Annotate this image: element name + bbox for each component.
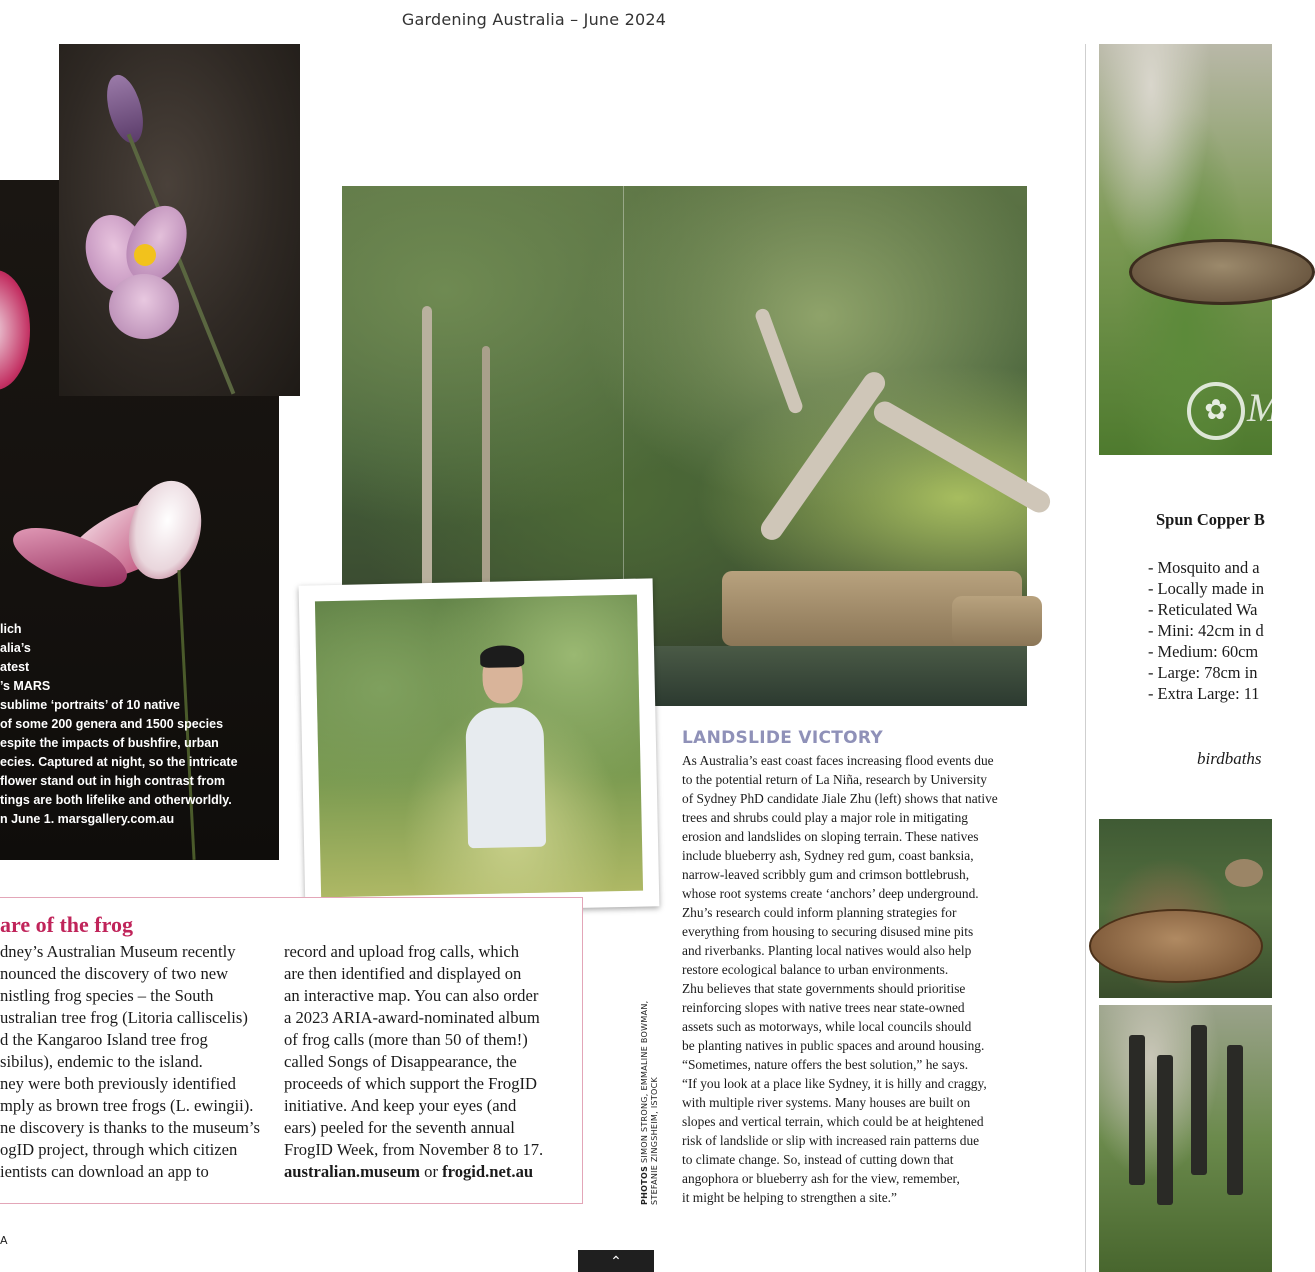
text-line: to climate change. So, instead of cutting down that bbox=[682, 1152, 954, 1167]
caption-line: sublime ‘portraits’ of 10 native bbox=[0, 698, 180, 712]
text-line: of frog calls (more than 50 of them!) bbox=[284, 1030, 528, 1049]
orchid-photo-top bbox=[59, 44, 300, 396]
caption-line: alia’s bbox=[0, 641, 31, 655]
text-line: Zhu’s research could inform planning strategies for bbox=[682, 905, 957, 920]
text-line: reinforcing slopes with native trees near state-owned bbox=[682, 1000, 965, 1015]
bird-on-birdbath-photo bbox=[1099, 819, 1272, 998]
text-line: FrogID Week, from November 8 to 17. bbox=[284, 1140, 544, 1159]
orchid-caption bbox=[0, 620, 270, 829]
list-item: - Mosquito and a bbox=[1148, 558, 1260, 577]
text-line: risk of landslide or slip with increased rain patterns due bbox=[682, 1133, 980, 1148]
brand-logo-icon: ✿ bbox=[1187, 382, 1245, 440]
links-line bbox=[284, 1161, 579, 1183]
frog-article-title: are of the frog bbox=[0, 912, 133, 937]
text-line: ogID project, through which citizen bbox=[0, 1140, 238, 1159]
birdbath-photo bbox=[1099, 44, 1281, 455]
text-line: ney were both previously identified bbox=[0, 1074, 236, 1093]
frogid-link[interactable]: frogid.net.au bbox=[442, 1162, 534, 1181]
timber-post bbox=[1191, 1025, 1207, 1175]
text-line: are then identified and displayed on bbox=[284, 964, 522, 983]
garden-posts-photo bbox=[1099, 1005, 1272, 1272]
birdbath-bowl bbox=[1089, 909, 1263, 983]
text-line: an interactive map. You can also order bbox=[284, 986, 539, 1005]
text-line: d the Kangaroo Island tree frog bbox=[0, 1030, 208, 1049]
text-line: whose root systems create ‘anchors’ deep underground. bbox=[682, 886, 979, 901]
list-item: - Medium: 60cm bbox=[1148, 642, 1259, 661]
page-header-title: Gardening Australia – June 2024 bbox=[401, 10, 667, 29]
text-line: ears) peeled for the seventh annual bbox=[284, 1118, 515, 1137]
text-line: ientists can download an app to bbox=[0, 1162, 209, 1181]
caption-line: lich bbox=[0, 622, 22, 636]
text-line: slopes and vertical terrain, which could be at heightened bbox=[682, 1114, 984, 1129]
scroll-up-button[interactable] bbox=[578, 1250, 654, 1272]
text-line: with multiple river systems. Many houses are built on bbox=[682, 1095, 971, 1110]
frog-article-column-1 bbox=[0, 941, 272, 1183]
text-line: Zhu believes that state governments should prioritise bbox=[682, 981, 966, 996]
text-line: record and upload frog calls, which bbox=[284, 942, 519, 961]
portrait-photo bbox=[315, 595, 643, 898]
text-line: trees and shrubs could play a major role in mitigating bbox=[682, 810, 968, 825]
credit-line-1 bbox=[640, 995, 650, 1205]
person-shirt bbox=[465, 707, 546, 849]
page-marker: A bbox=[0, 1234, 8, 1247]
landslide-article-body bbox=[682, 751, 1027, 1207]
text-line: dney’s Australian Museum recently bbox=[0, 942, 236, 961]
frog-article-column-2 bbox=[284, 941, 579, 1183]
text-line: erosion and landslides on sloping terrain. These natives bbox=[682, 829, 979, 844]
text-line: called Songs of Disappearance, the bbox=[284, 1052, 517, 1071]
caption-line: ’s MARS bbox=[0, 679, 51, 693]
australian-museum-link[interactable]: australian.museum bbox=[284, 1162, 420, 1181]
text-line: “Sometimes, nature offers the best solution,” he says. bbox=[682, 1057, 969, 1072]
birdbath-bowl bbox=[1129, 239, 1315, 305]
text-line: everything from housing to securing disused mine pits bbox=[682, 924, 974, 939]
landslide-article-title: LANDSLIDE VICTORY bbox=[682, 728, 883, 748]
brand-logo-letter: M bbox=[1247, 385, 1281, 430]
text-line: nounced the discovery of two new bbox=[0, 964, 229, 983]
text-line: ustralian tree frog (Litoria calliscelis) bbox=[0, 1008, 248, 1027]
ad-url-link[interactable]: birdbaths bbox=[1197, 749, 1262, 768]
text-line: be planting natives in public spaces and around housing. bbox=[682, 1038, 985, 1053]
credit-label: PHOTOS bbox=[640, 1165, 649, 1205]
ad-title: Spun Copper B bbox=[1156, 510, 1265, 529]
text-line: ne discovery is thanks to the museum’s bbox=[0, 1118, 260, 1137]
text-line: “If you look at a place like Sydney, it is hilly and craggy, bbox=[682, 1076, 987, 1091]
text-line: narrow-leaved scribbly gum and crimson bottlebrush, bbox=[682, 867, 970, 882]
caption-line: tings are both lifelike and otherworldly. bbox=[0, 793, 232, 807]
timber-post bbox=[1227, 1045, 1243, 1195]
text-line: nistling frog species – the South bbox=[0, 986, 214, 1005]
column-divider bbox=[1085, 44, 1086, 1272]
link-separator: or bbox=[420, 1162, 443, 1181]
text-line: proceeds of which support the FrogID bbox=[284, 1074, 537, 1093]
caption-line: atest bbox=[0, 660, 30, 674]
bird bbox=[1225, 859, 1263, 887]
text-line: As Australia’s east coast faces increasing flood events due bbox=[682, 753, 994, 768]
ad-feature-list bbox=[1148, 557, 1264, 704]
list-item: - Reticulated Wa bbox=[1148, 600, 1258, 619]
caption-line: n June 1. marsgallery.com.au bbox=[0, 812, 175, 826]
photo-credit bbox=[640, 995, 660, 1205]
text-line: include blueberry ash, Sydney red gum, coast banksia, bbox=[682, 848, 974, 863]
text-line: of Sydney PhD candidate Jiale Zhu (left) shows that native bbox=[682, 791, 998, 806]
text-line: and riverbanks. Planting local natives would also help bbox=[682, 943, 972, 958]
text-line: assets such as motorways, while local councils should bbox=[682, 1019, 972, 1034]
text-line: restore ecological balance to urban environments. bbox=[682, 962, 949, 977]
text-line: initiative. And keep your eyes (and bbox=[284, 1096, 517, 1115]
list-item: - Large: 78cm in bbox=[1148, 663, 1258, 682]
chevron-up-icon: ⌃ bbox=[610, 1253, 622, 1269]
portrait-photo-frame bbox=[299, 578, 660, 913]
caption-line: flower stand out in high contrast from bbox=[0, 774, 225, 788]
text-line: angophora or blueberry ash for the view, remember, bbox=[682, 1171, 960, 1186]
text-line: to the potential return of La Niña, research by University bbox=[682, 772, 987, 787]
timber-post bbox=[1129, 1035, 1145, 1185]
list-item: - Locally made in bbox=[1148, 579, 1265, 598]
credit-names-2: STEFANIE ZINGSHEIM, ISTOCK bbox=[650, 1076, 659, 1205]
timber-post bbox=[1157, 1055, 1173, 1205]
text-line: a 2023 ARIA-award-nominated album bbox=[284, 1008, 540, 1027]
credit-names-1: SIMON STRONG, EMMALINE BOWMAN, bbox=[640, 1000, 649, 1166]
text-line: sibilus), endemic to the island. bbox=[0, 1052, 203, 1071]
person-hair bbox=[480, 645, 524, 668]
text-line: it might be helping to strengthen a site.” bbox=[682, 1190, 897, 1205]
text-line: mply as brown tree frogs (L. ewingii). bbox=[0, 1096, 254, 1115]
caption-line: of some 200 genera and 1500 species bbox=[0, 717, 224, 731]
caption-line: espite the impacts of bushfire, urban bbox=[0, 736, 219, 750]
list-item: - Mini: 42cm in d bbox=[1148, 621, 1264, 640]
caption-line: ecies. Captured at night, so the intricate bbox=[0, 755, 238, 769]
list-item: - Extra Large: 11 bbox=[1148, 684, 1260, 703]
